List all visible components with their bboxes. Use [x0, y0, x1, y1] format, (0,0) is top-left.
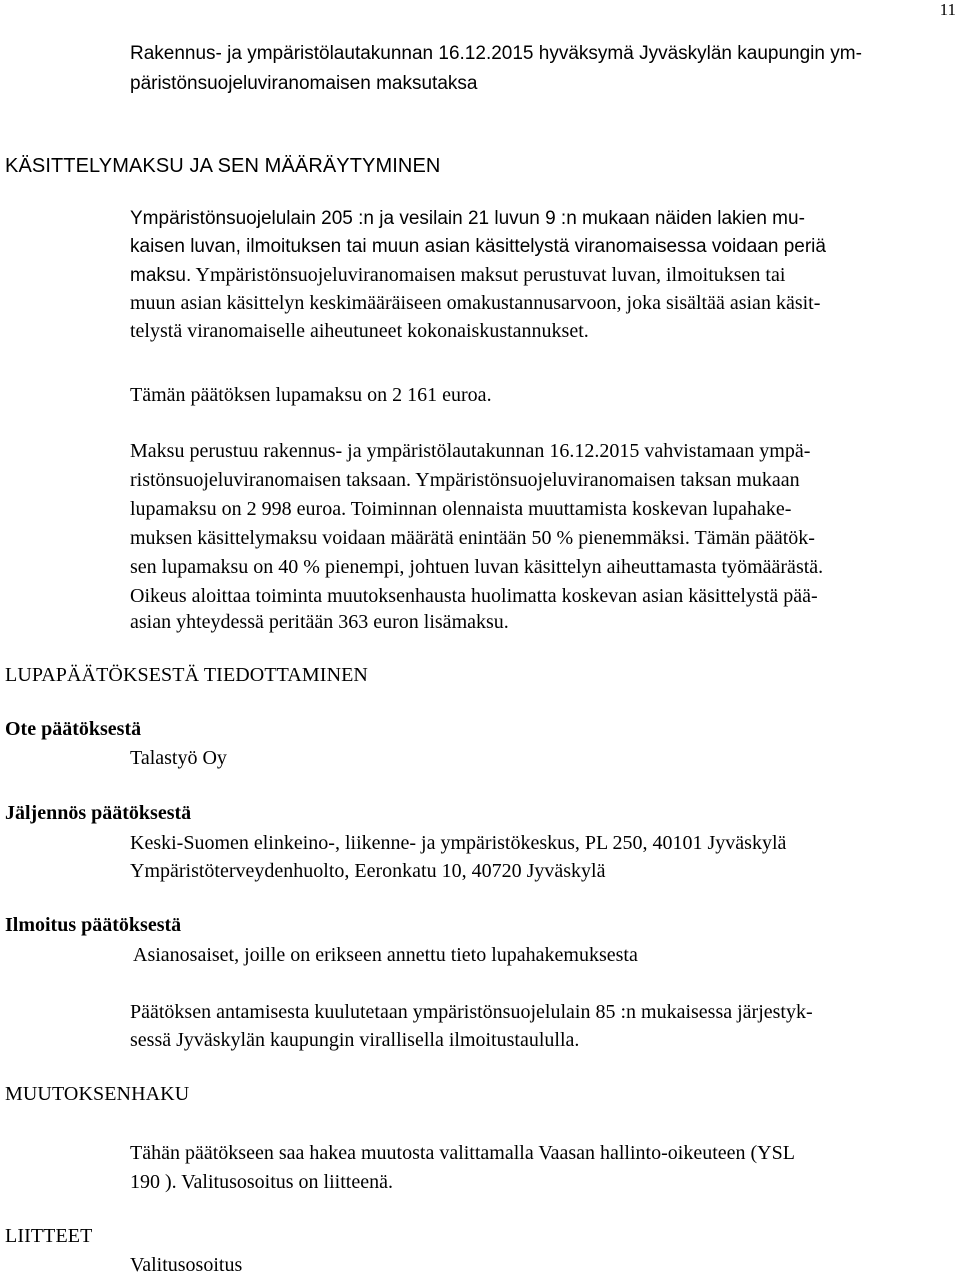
subheading-ilmoitus: Ilmoitus päätöksestä — [5, 914, 182, 936]
paragraph-line: 190 ). Valitusosoitus on liitteenä. — [130, 1171, 393, 1193]
paragraph-line: kaisen luvan, ilmoituksen tai muun asian käsittelystä viranomaisessa voidaan periä — [130, 236, 826, 257]
paragraph-line: ristönsuojeluviranomaisen taksaan. Ympäristönsuojeluviranomaisen taksan mukaan — [130, 469, 800, 491]
paragraph-line: muun asian käsittelyn keskimääräiseen omakustannusarvoon, joka sisältää asian käsit- — [130, 292, 821, 314]
section-heading-tiedottaminen: LUPAPÄÄTÖKSESTÄ TIEDOTTAMINEN — [5, 664, 368, 686]
jaljennos-recipient: Ympäristöterveydenhuolto, Eeronkatu 10, 40720 Jyväskylä — [130, 860, 606, 882]
section-heading-kasittelymaksu: KÄSITTELYMAKSU JA SEN MÄÄRÄYTYMINEN — [5, 155, 441, 177]
title-line: päristönsuojeluviranomaisen maksutaksa — [130, 73, 478, 94]
paragraph-line: asian yhteydessä peritään 363 euron lisämaksu. — [130, 611, 509, 633]
subheading-jaljennos: Jäljennös päätöksestä — [5, 802, 192, 824]
paragraph-line: Maksu perustuu rakennus- ja ympäristölautakunnan 16.12.2015 vahvistamaan ympä- — [130, 440, 811, 462]
paragraph-line — [130, 261, 785, 290]
paragraph-fragment: Ympäristönsuojeluviranomaisen maksut perustuvat luvan, ilmoituksen tai — [191, 264, 786, 286]
paragraph-fragment: maksu. — [130, 265, 192, 286]
paragraph-line: muksen käsittelymaksu voidaan määrätä enintään 50 % pienemmäksi. Tämän päätök- — [130, 527, 815, 549]
paragraph-line: telystä viranomaiselle aiheutuneet kokonaiskustannukset. — [130, 320, 589, 342]
paragraph-line: Päätöksen antamisesta kuulutetaan ympäristönsuojelulain 85 :n mukaisessa järjestyk- — [130, 1001, 813, 1023]
jaljennos-recipient: Keski-Suomen elinkeino-, liikenne- ja ympäristökeskus, PL 250, 40101 Jyväskylä — [130, 832, 787, 854]
paragraph-line: Tähän päätökseen saa hakea muutosta valittamalla Vaasan hallinto-oikeuteen (YSL — [130, 1142, 795, 1164]
section-heading-liitteet: LIITTEET — [5, 1225, 93, 1247]
paragraph-line: lupamaksu on 2 998 euroa. Toiminnan olennaista muuttamista koskevan lupahake- — [130, 498, 792, 520]
subheading-ote: Ote päätöksestä — [5, 718, 142, 740]
page-number: 11 — [939, 0, 956, 19]
paragraph-lupamaksu: Tämän päätöksen lupamaksu on 2 161 euroa. — [130, 384, 492, 406]
paragraph-line: Ympäristönsuojelulain 205 :n ja vesilain 21 luvun 9 :n mukaan näiden lakien mu- — [130, 208, 805, 229]
paragraph-line: sen lupamaksu on 40 % pienempi, johtuen luvan käsittelyn aiheuttamasta työmäärästä. — [130, 556, 824, 578]
attachment-item: Valitusosoitus — [130, 1254, 243, 1276]
title-line: Rakennus- ja ympäristölautakunnan 16.12.2015 hyväksymä Jyväskylän kaupungin ym- — [130, 43, 862, 64]
ote-recipient: Talastyö Oy — [130, 747, 227, 769]
ilmoitus-recipient: Asianosaiset, joille on erikseen annettu tieto lupahakemuksesta — [133, 944, 638, 966]
paragraph-line: Oikeus aloittaa toiminta muutoksenhausta huolimatta koskevan asian käsittelystä pää- — [130, 585, 818, 607]
section-heading-muutoksenhaku: MUUTOKSENHAKU — [5, 1083, 190, 1105]
paragraph-line: sessä Jyväskylän kaupungin virallisella ilmoitustaululla. — [130, 1029, 580, 1051]
